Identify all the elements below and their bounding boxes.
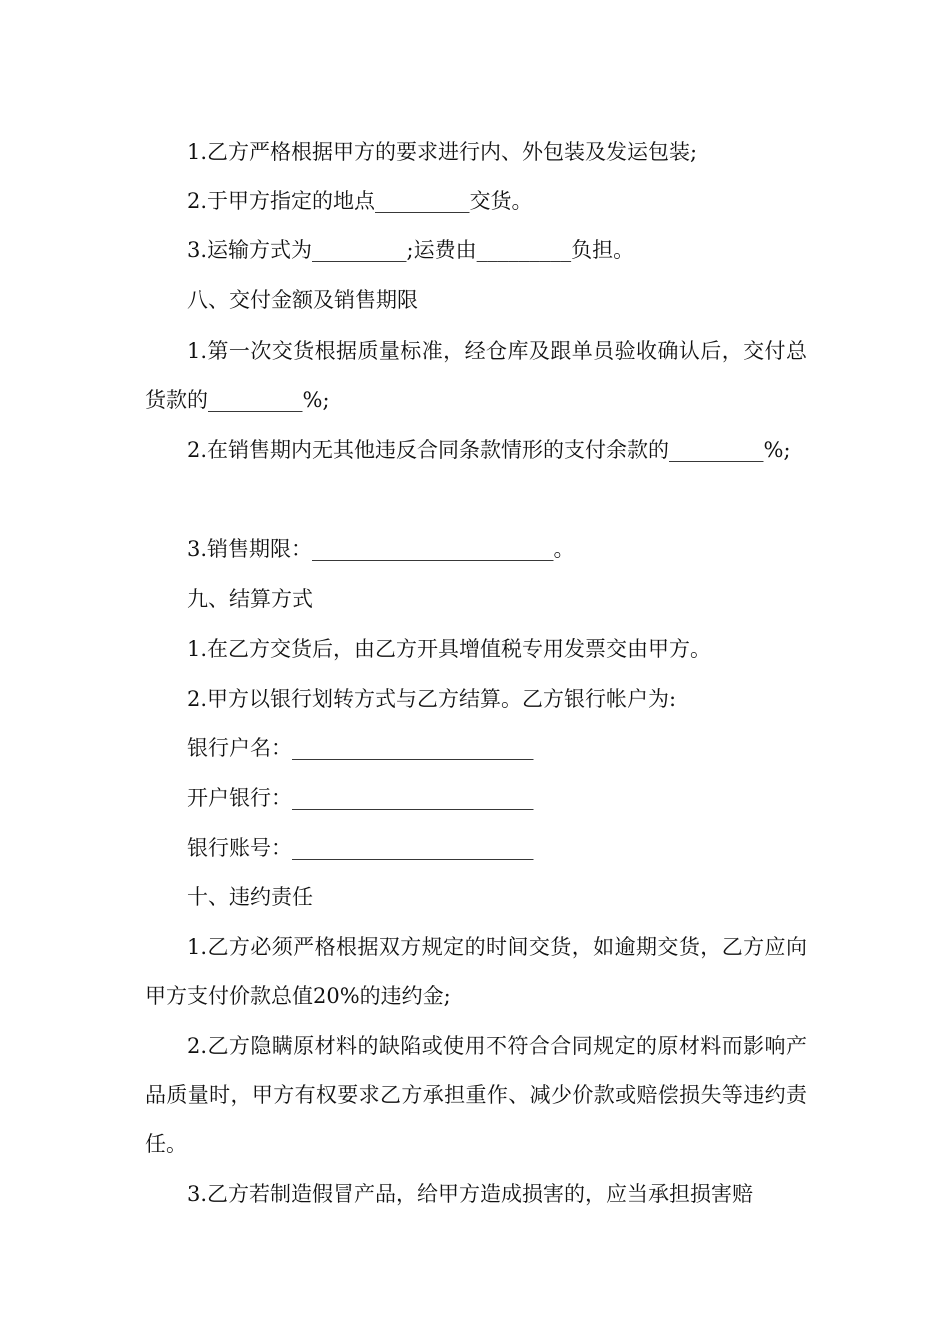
balance-payment-clause: 2.在销售期内无其他违反合同条款情形的支付余款的_________%;: [187, 438, 791, 462]
bank-transfer-clause: 2.甲方以银行划转方式与乙方结算。乙方银行帐户为:: [187, 687, 677, 711]
bank-account-number-field: 银行账号：_______________________: [187, 836, 534, 860]
invoice-clause: 1.在乙方交货后，由乙方开具增值税专用发票交由甲方。: [187, 637, 712, 661]
section-10-heading: 十、违约责任: [187, 885, 313, 909]
bank-name-field: 开户银行：_______________________: [187, 786, 534, 810]
bank-account-name-field: 银行户名：_______________________: [187, 736, 534, 760]
late-delivery-penalty-clause: 1.乙方必须严格根据双方规定的时间交货，如逾期交货，乙方应向甲方支付价款总值20%的违约金;: [145, 935, 807, 1008]
transport-clause: 3.运输方式为_________;运费由_________负担。: [187, 238, 635, 262]
sales-period-clause: 3.销售期限：_______________________。: [187, 537, 575, 561]
section-8-heading: 八、交付金额及销售期限: [187, 288, 418, 312]
delivery-location-clause: 2.于甲方指定的地点_________交货。: [187, 189, 533, 213]
first-payment-clause: 1.第一次交货根据质量标准，经仓库及跟单员验收确认后，交付总货款的_________%;: [145, 339, 807, 412]
section-9-heading: 九、结算方式: [187, 587, 313, 611]
material-defect-clause: 2.乙方隐瞒原材料的缺陷或使用不符合合同规定的原材料而影响产品质量时，甲方有权要求乙方承担重作、减少价款或赔偿损失等违约责任。: [145, 1034, 807, 1156]
counterfeit-clause: 3.乙方若制造假冒产品，给甲方造成损害的，应当承担损害赔: [187, 1182, 754, 1206]
packaging-clause: 1.乙方严格根据甲方的要求进行内、外包装及发运包装;: [187, 140, 698, 164]
